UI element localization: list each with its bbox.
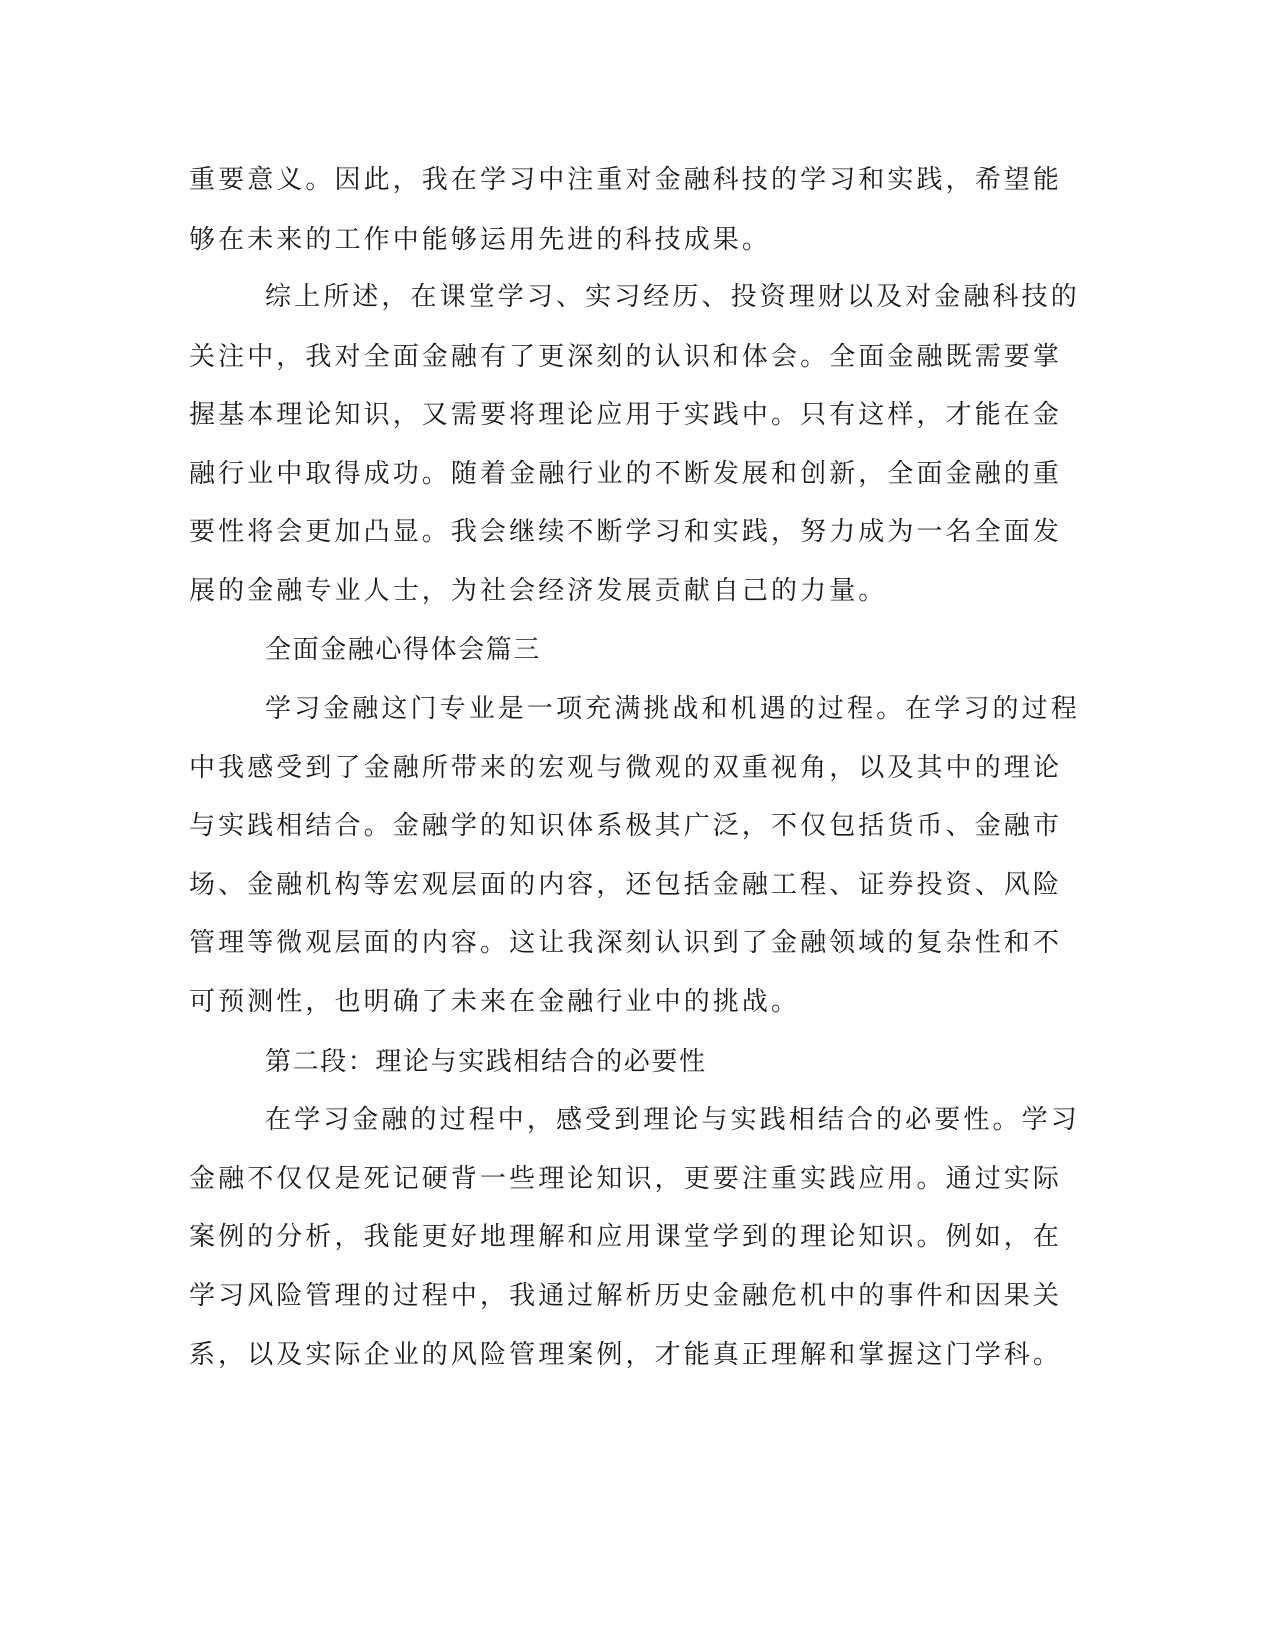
paragraph-line: 与实践相结合。金融学的知识体系极其广泛，不仅包括货币、金融市 bbox=[189, 811, 1063, 841]
paragraph-line: 握基本理论知识，又需要将理论应用于实践中。只有这样，才能在金 bbox=[189, 400, 1063, 430]
paragraph-line: 够在未来的工作中能够运用先进的科技成果。 bbox=[189, 225, 772, 255]
paragraph-line: 中我感受到了金融所带来的宏观与微观的双重视角，以及其中的理论 bbox=[189, 753, 1063, 783]
section-heading: 第二段：理论与实践相结合的必要性 bbox=[265, 1047, 707, 1077]
paragraph-line: 学习风险管理的过程中，我通过解析历史金融危机中的事件和因果关 bbox=[189, 1281, 1063, 1311]
section-heading: 全面金融心得体会篇三 bbox=[265, 635, 542, 665]
paragraph-line: 综上所述，在课堂学习、实习经历、投资理财以及对金融科技的 bbox=[265, 282, 1080, 312]
paragraph-line: 可预测性，也明确了未来在金融行业中的挑战。 bbox=[189, 987, 801, 1017]
paragraph-line: 要性将会更加凸显。我会继续不断学习和实践，努力成为一名全面发 bbox=[189, 517, 1063, 547]
paragraph-line: 关注中，我对全面金融有了更深刻的认识和体会。全面金融既需要掌 bbox=[189, 342, 1063, 372]
paragraph-line: 重要意义。因此，我在学习中注重对金融科技的学习和实践，希望能 bbox=[189, 165, 1063, 195]
paragraph-line: 学习金融这门专业是一项充满挑战和机遇的过程。在学习的过程 bbox=[265, 694, 1080, 724]
paragraph-line: 案例的分析，我能更好地理解和应用课堂学到的理论知识。例如，在 bbox=[189, 1222, 1063, 1252]
paragraph-line: 管理等微观层面的内容。这让我深刻认识到了金融领域的复杂性和不 bbox=[189, 928, 1063, 958]
paragraph-line: 融行业中取得成功。随着金融行业的不断发展和创新，全面金融的重 bbox=[189, 459, 1063, 489]
paragraph-line: 展的金融专业人士，为社会经济发展贡献自己的力量。 bbox=[189, 576, 888, 606]
paragraph-line: 在学习金融的过程中，感受到理论与实践相结合的必要性。学习 bbox=[265, 1105, 1080, 1135]
paragraph-line: 场、金融机构等宏观层面的内容，还包括金融工程、证券投资、风险 bbox=[189, 870, 1063, 900]
paragraph-line: 金融不仅仅是死记硬背一些理论知识，更要注重实践应用。通过实际 bbox=[189, 1164, 1063, 1194]
paragraph-line: 系，以及实际企业的风险管理案例，才能真正理解和掌握这门学科。 bbox=[189, 1340, 1063, 1370]
